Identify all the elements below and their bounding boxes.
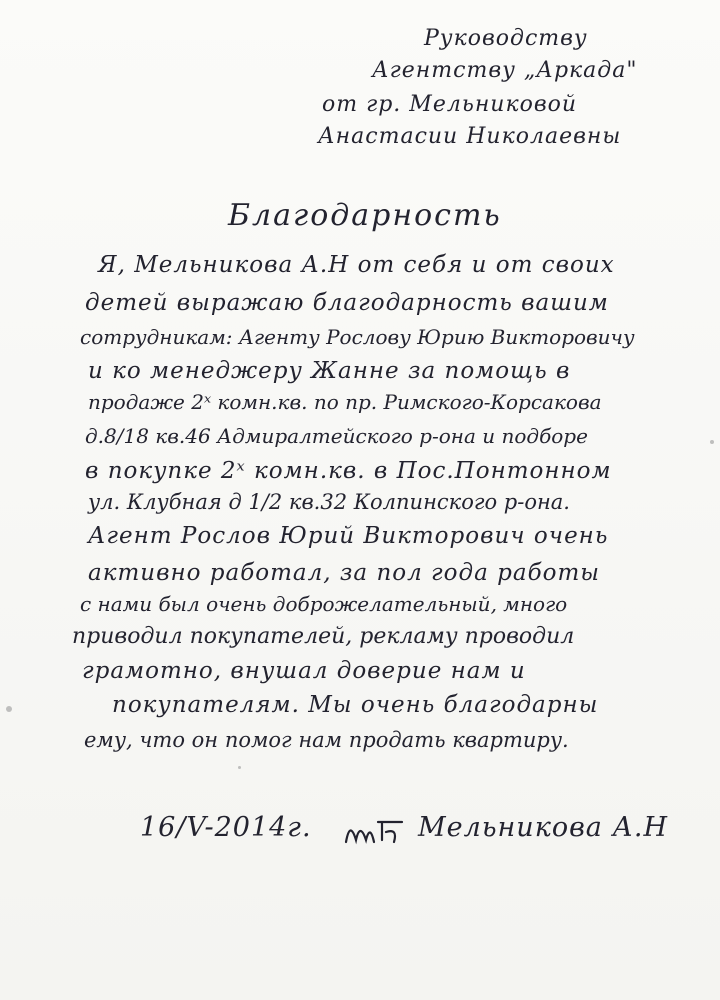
- body-line: грамотно, внушал доверие нам и: [82, 658, 526, 684]
- body-line: детей выражаю благодарность вашим: [85, 290, 609, 316]
- body-line: и ко менеджеру Жанне за помощь в: [88, 358, 571, 384]
- sender-line-2: Анастасии Николаевны: [318, 124, 622, 149]
- body-line: Я, Мельникова А.Н от себя и от своих: [98, 252, 615, 278]
- body-line: ул. Клубная д 1/2 кв.32 Колпинского р-она.: [88, 490, 570, 514]
- body-line: активно работал, за пол года работы: [88, 560, 600, 586]
- addressee-line-1: Руководству: [424, 26, 588, 51]
- body-line: Агент Рослов Юрий Викторович очень: [88, 523, 609, 549]
- addressee-line-2: Агентству „Аркада": [372, 58, 638, 83]
- signature-icon: [342, 812, 412, 852]
- body-line: продаже 2ˣ комн.кв. по пр. Римского-Корсакова: [88, 390, 602, 414]
- body-line: ему, что он помог нам продать квартиру.: [84, 728, 569, 752]
- sender-line-1: от гр. Мельниковой: [322, 92, 578, 117]
- body-line: с нами был очень доброжелательный, много: [80, 592, 568, 616]
- letter-date: 16/V-2014г.: [140, 812, 312, 843]
- body-line: сотрудникам: Агенту Рослову Юрию Викторовичу: [80, 325, 635, 349]
- body-line: покупателям. Мы очень благодарны: [112, 692, 599, 718]
- body-line: приводил покупателей, рекламу проводил: [72, 624, 575, 649]
- body-line: д.8/18 кв.46 Адмиралтейского р-она и подборе: [85, 424, 588, 448]
- letter-title: Благодарность: [228, 198, 502, 233]
- body-line: в покупке 2ˣ комн.кв. в Пос.Понтонном: [85, 458, 612, 484]
- signature-name: Мельникова А.Н: [418, 812, 669, 843]
